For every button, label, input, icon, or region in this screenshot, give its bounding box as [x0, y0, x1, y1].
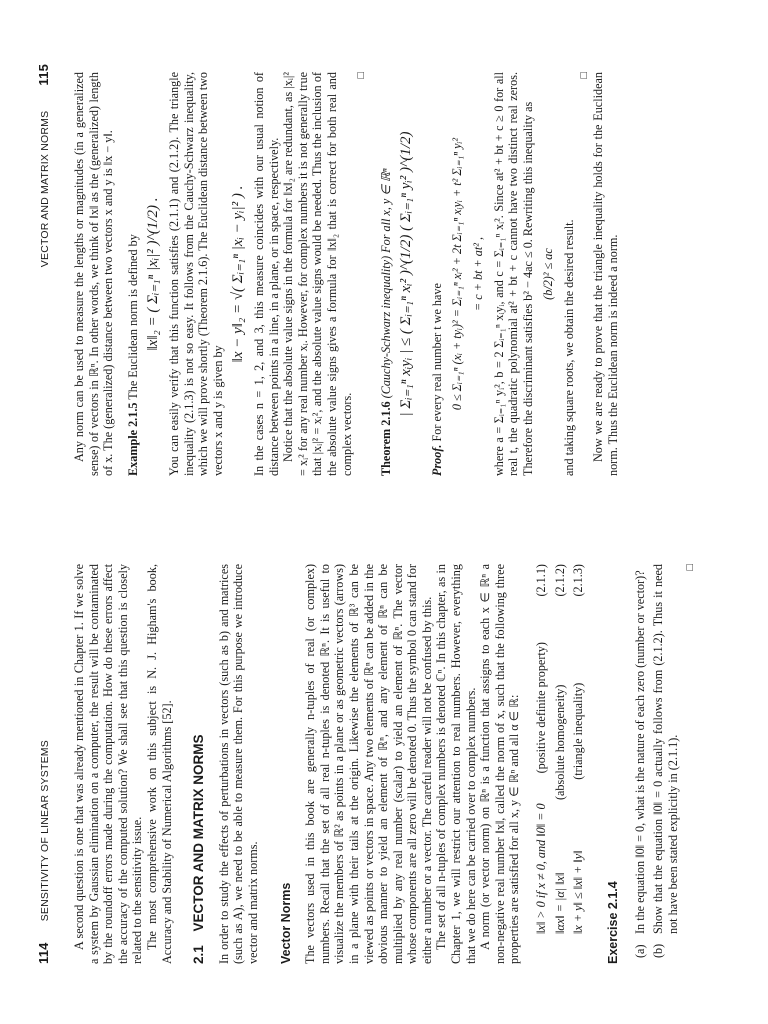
equation-row: [569, 564, 588, 964]
section-title: VECTOR AND MATRIX NORMS: [191, 734, 207, 932]
euclidean-distance-equation: ‖x − y‖₂ = √( Σᵢ₌₁ⁿ |xᵢ − yᵢ|² ) .: [230, 185, 247, 363]
end-of-proof-mark: □: [577, 72, 590, 79]
paragraph: The vectors used in this book are generally n-tuples of real (or complex) numbers. Recall that the set of all real n-tuples is denoted ℝⁿ. It is useful to visualize the members of ℝ² as points in a plane or as geometric vectors (arrows) in a plane with their tails at the origin. Likewise the elements of ℝ³ can be viewed as points or vectors in space. Any two elements of ℝⁿ can be added in the obvious manner to yield an element of ℝⁿ, and any element of ℝⁿ can be multiplied by any real number (scalar) to yield an element of ℝⁿ. The vector whose components are all zero will be denoted 0. Thus the symbol 0 can stand for either a number or a vector. The careful reader will not be confused by this.: [303, 564, 434, 964]
paragraph: In order to study the effects of perturbations in vectors (such as b) and matrices (such as A), we need to be able to measure them. For this purpose we introduce vector and matrix norms.: [216, 564, 260, 964]
page-header-right: [36, 64, 58, 478]
exercise-item: [633, 564, 648, 964]
paragraph: where a = Σᵢ₌₁ⁿ yᵢ², b = 2 Σᵢ₌₁ⁿ xᵢyᵢ, and c = Σᵢ₌₁ⁿ xᵢ². Since at² + bt + c ≥ 0 for all real t, the quadratic polynomial at² + bt + c cannot have two distinct real zeros. Therefore the discriminant satisfies b² − 4ac ≤ 0. Rewriting this inequality as: [491, 72, 535, 476]
exercise-item-tag: (b): [651, 943, 665, 958]
page-number: 115: [36, 64, 51, 86]
equation: ‖x + y‖ ≤ ‖x‖ + ‖y‖: [571, 850, 586, 934]
exercise-item: [651, 564, 680, 964]
proof-block: [430, 72, 445, 476]
paragraph: Notice that the absolute value signs in the formula for ‖x‖₂ are redundant, as |xᵢ|² = xᵢ² for any real number xᵢ. However, for complex numbers it is not generally true that |xᵢ|² = xᵢ², and the absolute value signs would be needed. Thus the inclusion of the absolute value signs gives a formula for ‖x‖₂ that is correct for both real and complex vectors.: [281, 72, 354, 476]
proof-title: Proof.: [429, 444, 444, 476]
example-block: [126, 72, 141, 476]
running-title: SENSITIVITY OF LINEAR SYSTEMS: [39, 740, 51, 922]
theorem-name: (Cauchy-Schwarz inequality): [378, 255, 393, 399]
exercise-title: Exercise 2.1.4: [605, 881, 620, 964]
section-number: 2.1: [191, 945, 207, 964]
end-of-exercise-mark: □: [684, 564, 697, 571]
paragraph: In the cases n = 1, 2, and 3, this measure coincides with our usual notion of distance between points in a line, in a plane, or in space, respectively.: [251, 72, 281, 476]
page-number: 114: [36, 942, 51, 964]
paragraph: The set of all n-tuples of complex numbers is denoted ℂⁿ. In this chapter, as in Chapter 1, we will restrict our attention to real numbers. However, everything that we do here can be carried over to complex numbers.: [434, 564, 478, 964]
example-title: Example 2.1.5: [125, 402, 140, 476]
equation-row: [532, 564, 551, 964]
exercise-item-text: In the equation ‖0‖ = 0, what is the nature of each zero (number or vector)?: [633, 570, 648, 934]
equation-label: (absolute homogeneity): [552, 684, 567, 801]
equation-number: (2.1.3): [571, 564, 586, 597]
text-column-left: [72, 564, 698, 964]
theorem-title: Theorem 2.1.6: [378, 401, 393, 476]
discriminant-equation: (b/2)² ≤ ac: [541, 248, 556, 300]
exercise-item-tag: (a): [633, 944, 648, 958]
euclidean-norm-equation: ‖x‖₂ = ( Σᵢ₌₁ⁿ |xᵢ|² )^(1/2) .: [145, 197, 162, 351]
equation-label: (positive definite property): [534, 642, 549, 774]
text-column-right: [72, 72, 620, 476]
theorem-block: [379, 72, 394, 476]
example-text: The Euclidean norm is defined by: [125, 234, 140, 400]
paragraph: A norm (or vector norm) on ℝⁿ is a function that assigns to each x ∈ ℝⁿ a non-negative real number ‖x‖, called the norm of x, such that the following three properties are satisfied for all x, y ∈ ℝⁿ and all α ∈ ℝ:: [478, 564, 522, 964]
end-of-example-mark: □: [355, 72, 368, 79]
proof-equation: = c + bt + at² ,: [471, 236, 486, 312]
equation-number: (2.1.2): [552, 564, 567, 597]
proof-text: For every real number t we have: [429, 283, 444, 442]
subsection-heading: Vector Norms: [278, 882, 293, 964]
section-heading: [192, 564, 207, 964]
paragraph: You can easily verify that this function satisfies (2.1.1) and (2.1.2). The triangle inequality (2.1.3) is not so easy. It follows from the Cauchy-Schwarz inequality, which we will prove shortly (Theorem 2.1.6). The Euclidean distance between two vectors x and y is given by: [166, 72, 225, 476]
exercise-item-text: Show that the equation ‖0‖ = 0 actually follows from (2.1.2). Thus it need not have been stated explicitly in (2.1.1).: [651, 564, 680, 934]
page-114: [0, 512, 768, 1024]
paragraph: A second question is one that was already mentioned in Chapter 1. If we solve a system by Gaussian elimination on a computer, the result will be contaminated by the roundoff errors made during the computation. How do these errors affect the accuracy of the computed solution? We shall see that this question is closely related to the sensitivity issue.: [72, 564, 145, 964]
paragraph: Now we are ready to prove that the triangle inequality holds for the Euclidean norm. Thus the Euclidean norm is indeed a norm.: [591, 72, 620, 476]
equation-number: (2.1.1): [534, 564, 549, 597]
page-header-left: [36, 556, 58, 964]
equation-row: [551, 564, 570, 964]
proof-equation: 0 ≤ Σᵢ₌₁ⁿ (xᵢ + tyᵢ)² = Σᵢ₌₁ⁿ xᵢ² + 2t Σᵢ₌₁ⁿ xᵢyᵢ + t² Σᵢ₌₁ⁿ yᵢ²: [450, 137, 465, 411]
norm-properties: [532, 564, 588, 964]
equation-label: (triangle inequality): [571, 682, 586, 780]
cauchy-schwarz-equation: | Σᵢ₌₁ⁿ xᵢyᵢ | ≤ ( Σᵢ₌₁ⁿ xᵢ² )^(1/2) ( Σᵢ₌₁ⁿ yᵢ² )^(1/2): [398, 131, 415, 417]
equation: ‖αx‖ = |α| ‖x‖: [552, 872, 567, 934]
paragraph: The most comprehensive work on this subject is N. J. Higham's book, Accuracy and Stability of Numerical Algorithms [52].: [144, 564, 174, 964]
equation: ‖x‖ > 0 if x ≠ 0, and ‖0‖ = 0: [534, 803, 549, 934]
running-title: VECTOR AND MATRIX NORMS: [39, 110, 51, 268]
paragraph: and taking square roots, we obtain the desired result.: [562, 219, 577, 476]
theorem-statement: For all x, y ∈ ℝⁿ: [378, 168, 393, 253]
paragraph: Any norm can be used to measure the lengths or magnitudes (in a generalized sense) of vectors in ℝⁿ. In other words, we think of ‖x‖ as the (generalized) length of x. The (generalized) distance between two vectors x and y is ‖x − y‖.: [72, 72, 116, 476]
